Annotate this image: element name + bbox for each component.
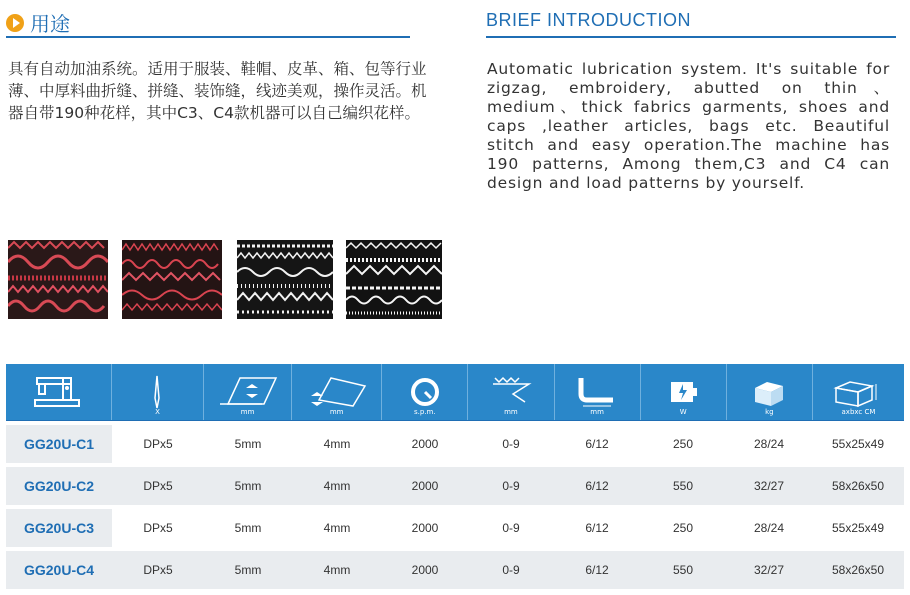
model-cell: GG20U-C3 <box>6 509 112 547</box>
table-row <box>6 467 904 505</box>
needle-cell: DPx5 <box>112 509 204 547</box>
en-section-body: Automatic lubrication system. It's suitable for zigzag, embroidery, abutted on thin、medium、thick fabrics garments, shoes and caps ,leather articles, bags etc. Beautiful stitch and easy operation.The machine has 190 patterns, Among them,C3 and C4 can design and load patterns by yourself. <box>487 60 890 192</box>
sewing-machine-icon <box>6 364 112 420</box>
dimension-cell: 58x26x50 <box>812 551 904 589</box>
weight-cell: 32/27 <box>726 467 812 505</box>
weight-cell: 32/27 <box>726 551 812 589</box>
stitch-length-cell: 5mm <box>204 467 292 505</box>
needle-cell: DPx5 <box>112 425 204 463</box>
presser-foot-lift-cell: 4mm <box>292 509 382 547</box>
zigzag-width-icon <box>489 374 533 410</box>
stitch-length-cell: 5mm <box>204 551 292 589</box>
model-cell: GG20U-C2 <box>6 467 112 505</box>
play-bullet-icon <box>6 14 24 32</box>
table-row <box>6 509 904 547</box>
zigzag-width-header: mm <box>468 364 554 420</box>
cn-section-header <box>6 8 70 37</box>
en-section-title: BRIEF INTRODUCTION <box>486 10 691 30</box>
red-stitch-sample-2 <box>122 240 222 319</box>
presser-foot-lift-cell: 4mm <box>292 425 382 463</box>
presser-foot-lift-cell: 4mm <box>292 551 382 589</box>
dimension-cell: 58x26x50 <box>812 467 904 505</box>
needle-header: X <box>112 364 204 420</box>
stitch-length-icon <box>218 374 278 410</box>
weight-box-icon <box>749 374 789 410</box>
needle-icon <box>147 374 167 410</box>
stitch-length-cell: 5mm <box>204 509 292 547</box>
weight-header: kg <box>727 364 813 420</box>
arm-space-icon <box>575 374 619 410</box>
dimension-header: axbxc CM <box>813 364 904 420</box>
motor-power-cell: 550 <box>640 551 726 589</box>
motor-power-header: W <box>641 364 727 420</box>
zigzag-width-cell: 0-9 <box>468 551 554 589</box>
white-stitch-sample-1 <box>237 240 333 319</box>
speed-cell: 2000 <box>382 467 468 505</box>
arm-space-cell: 6/12 <box>554 509 640 547</box>
cn-section-title: 用途 <box>30 12 70 36</box>
dimension-cell: 55x25x49 <box>812 509 904 547</box>
table-row <box>6 551 904 589</box>
motor-power-icon <box>665 374 701 410</box>
motor-power-cell: 550 <box>640 467 726 505</box>
zigzag-width-cell: 0-9 <box>468 509 554 547</box>
speed-icon <box>407 374 443 410</box>
speed-cell: 2000 <box>382 425 468 463</box>
stitch-length-cell: 5mm <box>204 425 292 463</box>
cn-section-body: 具有自动加油系统。适用于服装、鞋帽、皮革、箱、包等行业薄、中厚料曲折缝、拼缝、装饰缝，线迹美观，操作灵活。机器自带190种花样，其中C3、C4款机器可以自己编织花样。 <box>8 60 427 122</box>
needle-cell: DPx5 <box>112 467 204 505</box>
arm-space-cell: 6/12 <box>554 467 640 505</box>
dimension-cell: 55x25x49 <box>812 425 904 463</box>
spec-table <box>6 364 904 589</box>
model-cell: GG20U-C1 <box>6 425 112 463</box>
weight-cell: 28/24 <box>726 425 812 463</box>
cn-title-underline <box>6 36 410 38</box>
en-title-underline <box>486 36 896 38</box>
arm-space-header: mm <box>555 364 641 420</box>
needle-cell: DPx5 <box>112 551 204 589</box>
weight-cell: 28/24 <box>726 509 812 547</box>
presser-foot-lift-cell: 4mm <box>292 467 382 505</box>
motor-power-cell: 250 <box>640 425 726 463</box>
speed-cell: 2000 <box>382 509 468 547</box>
arm-space-cell: 6/12 <box>554 425 640 463</box>
table-row <box>6 425 904 463</box>
red-stitch-sample-1 <box>8 240 108 319</box>
stitch-length-header: mm <box>204 364 292 420</box>
presser-foot-lift-header: mm <box>292 364 382 420</box>
zigzag-width-cell: 0-9 <box>468 425 554 463</box>
spec-table-header <box>6 364 904 420</box>
speed-cell: 2000 <box>382 551 468 589</box>
motor-power-cell: 250 <box>640 509 726 547</box>
white-stitch-sample-2 <box>346 240 442 319</box>
dimension-box-icon <box>832 374 884 410</box>
model-cell: GG20U-C4 <box>6 551 112 589</box>
speed-header: s.p.m. <box>382 364 468 420</box>
header-divider <box>6 420 904 421</box>
presser-foot-lift-icon <box>307 374 367 410</box>
zigzag-width-cell: 0-9 <box>468 467 554 505</box>
arm-space-cell: 6/12 <box>554 551 640 589</box>
